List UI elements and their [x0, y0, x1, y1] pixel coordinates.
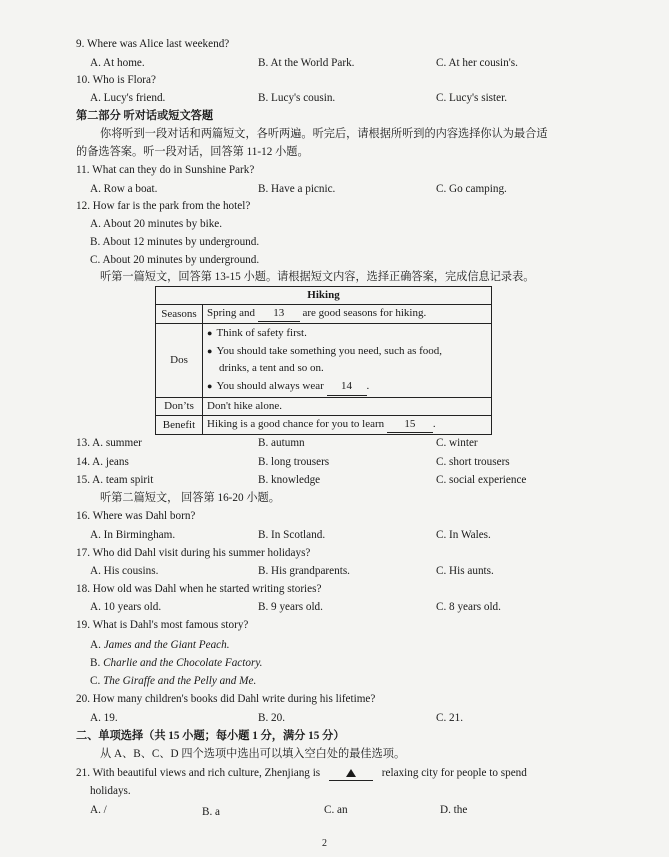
q17-option-a: A. His cousins.: [90, 565, 159, 577]
q18-option-a: A. 10 years old.: [90, 601, 162, 613]
q20-option-a: A. 19.: [90, 712, 118, 724]
q17-option-c: C. His aunts.: [436, 565, 494, 577]
triangle-icon: [346, 769, 356, 777]
dos-label: Dos: [156, 324, 203, 398]
donts-text: Don't hike alone.: [203, 398, 492, 416]
q20-option-c: C. 21.: [436, 712, 464, 724]
dos-item-2: [207, 343, 487, 361]
q16-option-c: C. In Wales.: [436, 529, 491, 541]
q21-option-a: A. /: [90, 804, 107, 816]
q15-option-c: C. social experience: [436, 474, 527, 486]
passage1-instruction: 听第一篇短文，回答第 13-15 小题。请根据短文内容，选择正确答案，完成信息记录表。: [100, 271, 535, 283]
q12-option-a: A. About 20 minutes by bike.: [90, 218, 223, 230]
q10-stem: 10. Who is Flora?: [76, 74, 156, 86]
seasons-label: Seasons: [156, 305, 203, 324]
q20-stem: 20. How many children's books did Dahl write during his lifetime?: [76, 693, 376, 705]
q11-option-c: C. Go camping.: [436, 183, 507, 195]
q21-stem-pre: 21. With beautiful views and rich culture, Zhenjiang is: [76, 767, 321, 779]
q12-option-b: B. About 12 minutes by underground.: [90, 236, 260, 248]
benefit-row: [203, 416, 492, 435]
q21-option-c: C. an: [324, 804, 348, 816]
part2-title: 第二部分 听对话或短文答题: [76, 110, 214, 122]
q21-option-b: B. a: [202, 806, 221, 818]
blank-14: 14: [327, 378, 367, 397]
q9-option-c: C. At her cousin's.: [436, 57, 518, 69]
seasons-row: [203, 305, 492, 324]
dos-item-3-period: .: [366, 379, 370, 392]
q21-stem: [76, 766, 527, 781]
q9-stem: 9. Where was Alice last weekend?: [76, 38, 230, 50]
dos-item-3-text: You should always wear: [216, 379, 324, 392]
q14-option-c: C. short trousers: [436, 456, 510, 468]
q15-option-b: B. knowledge: [258, 474, 321, 486]
q19-option-a-letter: A.: [90, 639, 104, 651]
bullet-icon: ●: [207, 328, 213, 338]
q17-option-b: B. His grandparents.: [258, 565, 350, 577]
q20-option-b: B. 20.: [258, 712, 286, 724]
q17-stem: 17. Who did Dahl visit during his summer holidays?: [76, 547, 311, 559]
dos-item-3: [207, 378, 487, 397]
q16-stem: 16. Where was Dahl born?: [76, 510, 196, 522]
q14-option-a: 14. A. jeans: [76, 456, 129, 468]
table-title: Hiking: [156, 287, 492, 305]
dos-row: [203, 324, 492, 398]
q9-option-a: A. At home.: [90, 57, 145, 69]
part2-instruction-line2: 的备选答案。听一段对话，回答第 11-12 小题。: [76, 146, 309, 158]
benefit-label: Benefit: [156, 416, 203, 435]
blank-15: 15: [387, 417, 433, 433]
q16-option-b: B. In Scotland.: [258, 529, 326, 541]
q21-stem-line2: holidays.: [90, 785, 131, 797]
passage2-instruction: 听第二篇短文， 回答第 16-20 小题。: [100, 492, 280, 504]
dos-item-1-text: Think of safety first.: [216, 327, 307, 339]
q13-option-b: B. autumn: [258, 437, 305, 449]
q13-option-c: C. winter: [436, 437, 478, 449]
q16-option-a: A. In Birmingham.: [90, 529, 176, 541]
single-choice-title: 二、单项选择（共 15 小题；每小题 1 分，满分 15 分）: [76, 730, 345, 742]
q15-option-a: 15. A. team spirit: [76, 474, 154, 486]
page-number: 2: [322, 838, 327, 849]
benefit-text-pre: Hiking is a good chance for you to learn: [207, 418, 385, 430]
part2-instruction-line1: 你将听到一段对话和两篇短文，各听两遍。听完后，请根据所听到的内容选择你认为最合适: [100, 128, 548, 140]
q11-option-b: B. Have a picnic.: [258, 183, 336, 195]
q21-stem-post: relaxing city for people to spend: [381, 767, 527, 779]
dos-item-1: [207, 325, 487, 343]
q10-option-b: B. Lucy's cousin.: [258, 92, 336, 104]
q19-stem: 19. What is Dahl's most famous story?: [76, 619, 249, 631]
q9-option-b: B. At the World Park.: [258, 57, 355, 69]
single-choice-instruction: 从 A、B、C、D 四个选项中选出可以填入空白处的最佳选项。: [100, 748, 406, 760]
q11-stem: 11. What can they do in Sunshine Park?: [76, 164, 255, 176]
dos-item-2-continued: drinks, a tent and so on.: [219, 362, 324, 374]
q19-option-a-text: James and the Giant Peach.: [103, 639, 230, 651]
q19-option-c: [90, 674, 256, 688]
q19-option-b: [90, 656, 262, 670]
q19-option-a: [90, 638, 230, 652]
q19-option-b-text: Charlie and the Chocolate Factory.: [103, 657, 263, 669]
dos-item-2-text: You should take something you need, such as food,: [216, 344, 443, 357]
q12-stem: 12. How far is the park from the hotel?: [76, 200, 251, 212]
q10-option-a: A. Lucy's friend.: [90, 92, 166, 104]
bullet-icon: ●: [207, 380, 213, 391]
q18-option-b: B. 9 years old.: [258, 601, 323, 613]
q13-option-a: 13. A. summer: [76, 437, 142, 449]
q19-option-b-letter: B.: [90, 657, 104, 669]
q19-option-c-text: The Giraffe and the Pelly and Me.: [103, 675, 257, 687]
benefit-period: .: [432, 418, 436, 430]
seasons-text-pre: Spring and: [207, 307, 255, 319]
q18-option-c: C. 8 years old.: [436, 601, 501, 613]
blank-13: 13: [258, 306, 300, 322]
hiking-info-table: [155, 286, 492, 435]
q12-option-c: C. About 20 minutes by underground.: [90, 254, 260, 266]
donts-label: Don’ts: [156, 398, 203, 416]
q11-option-a: A. Row a boat.: [90, 183, 158, 195]
q21-option-d: D. the: [440, 804, 468, 816]
q14-option-b: B. long trousers: [258, 456, 330, 468]
q21-blank: [329, 766, 373, 781]
q18-stem: 18. How old was Dahl when he started writing stories?: [76, 583, 322, 595]
seasons-text-post: are good seasons for hiking.: [302, 307, 427, 319]
q10-option-c: C. Lucy's sister.: [436, 92, 508, 104]
bullet-icon: ●: [207, 345, 213, 356]
q19-option-c-letter: C.: [90, 675, 104, 687]
